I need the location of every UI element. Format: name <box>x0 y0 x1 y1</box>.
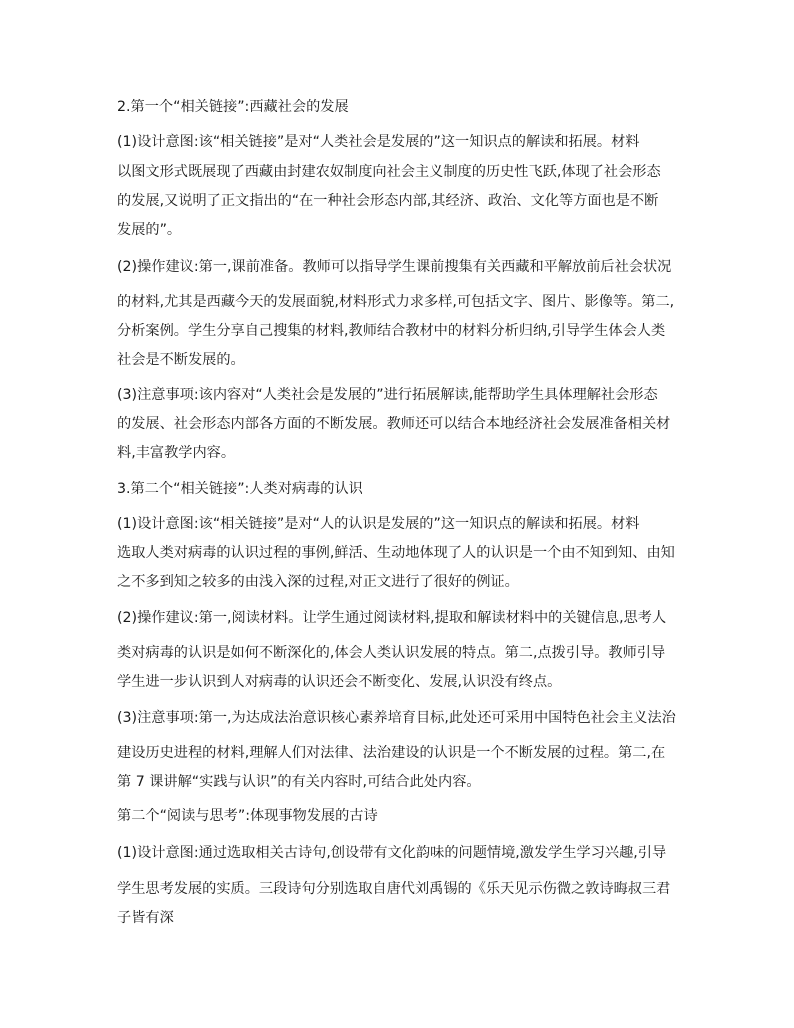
paragraph-line: (3)注意事项:第一,为达成法治意识核心素养培育目标,此处还可采用中国特色社会主义法治 <box>117 710 676 726</box>
paragraph-line: 学生进一步认识到人对病毒的认识还会不断变化、发展,认识没有终点。 <box>117 674 562 690</box>
paragraph-line: 类对病毒的认识是如何不断深化的,体会人类认识发展的特点。第二,点拨引导。教师引导 <box>117 645 666 661</box>
paragraph-line: (2)操作建议:第一,课前准备。教师可以指导学生课前搜集有关西藏和平解放前后社会状况 <box>117 259 672 275</box>
paragraph-line: (3)注意事项:该内容对“人类社会是发展的”进行拓展解读,能帮助学生具体理解社会形态 <box>117 387 658 403</box>
paragraph-line: (1)设计意图:该“相关链接”是对“人类社会是发展的”这一知识点的解读和拓展。材料 <box>117 134 640 150</box>
paragraph-line: 的发展,又说明了正文指出的“在一种社会形态内部,其经济、政治、文化等方面也是不断 <box>117 193 659 209</box>
paragraph-line: 建设历史进程的材料,理解人们对法律、法治建设的认识是一个不断发展的过程。第二,在 <box>117 745 666 761</box>
paragraph-line: 分析案例。学生分享自己搜集的材料,教师结合教材中的材料分析归纳,引导学生体会人类 <box>117 323 666 339</box>
section-heading-virus: 3.第二个“相关链接”:人类对病毒的认识 <box>117 481 363 497</box>
paragraph-line: 第 7 课讲解“实践与认识”的有关内容时,可结合此处内容。 <box>117 774 481 790</box>
paragraph-line: 的发展、社会形态内部各方面的不断发展。教师还可以结合本地经济社会发展准备相关材 <box>117 416 671 432</box>
paragraph-line: 子皆有深 <box>117 910 174 926</box>
section-heading-ancient-poems: 第二个“阅读与思考”:体现事物发展的古诗 <box>117 808 378 824</box>
paragraph-line: 的材料,尤其是西藏今天的发展面貌,材料形式力求多样,可包括文字、图片、影像等。第二, <box>117 294 675 310</box>
paragraph-line: (1)设计意图:通过选取相关古诗句,创设带有文化韵味的问题情境,激发学生学习兴趣,引导 <box>117 845 667 861</box>
paragraph-line: (2)操作建议:第一,阅读材料。让学生通过阅读材料,提取和解读材料中的关键信息,思考人 <box>117 610 667 626</box>
paragraph-line: 以图文形式既展现了西藏由封建农奴制度向社会主义制度的历史性飞跃,体现了社会形态 <box>117 164 661 180</box>
paragraph-line: 之不多到知之较多的由浅入深的过程,对正文进行了很好的例证。 <box>117 574 519 590</box>
paragraph-line: 料,丰富教学内容。 <box>117 445 236 461</box>
paragraph-line: 学生思考发展的实质。三段诗句分别选取自唐代刘禹锡的《乐天见示伤微之敦诗晦叔三君 <box>117 881 671 897</box>
paragraph-line: 社会是不断发展的。 <box>117 352 245 368</box>
paragraph-line: 发展的”。 <box>117 222 182 238</box>
paragraph-line: (1)设计意图:该“相关链接”是对“人的认识是发展的”这一知识点的解读和拓展。材料 <box>117 516 640 532</box>
paragraph-line: 选取人类对病毒的认识过程的事例,鲜活、生动地体现了人的认识是一个由不知到知、由知 <box>117 545 675 561</box>
section-heading-tibet: 2.第一个“相关链接”:西藏社会的发展 <box>117 99 349 115</box>
